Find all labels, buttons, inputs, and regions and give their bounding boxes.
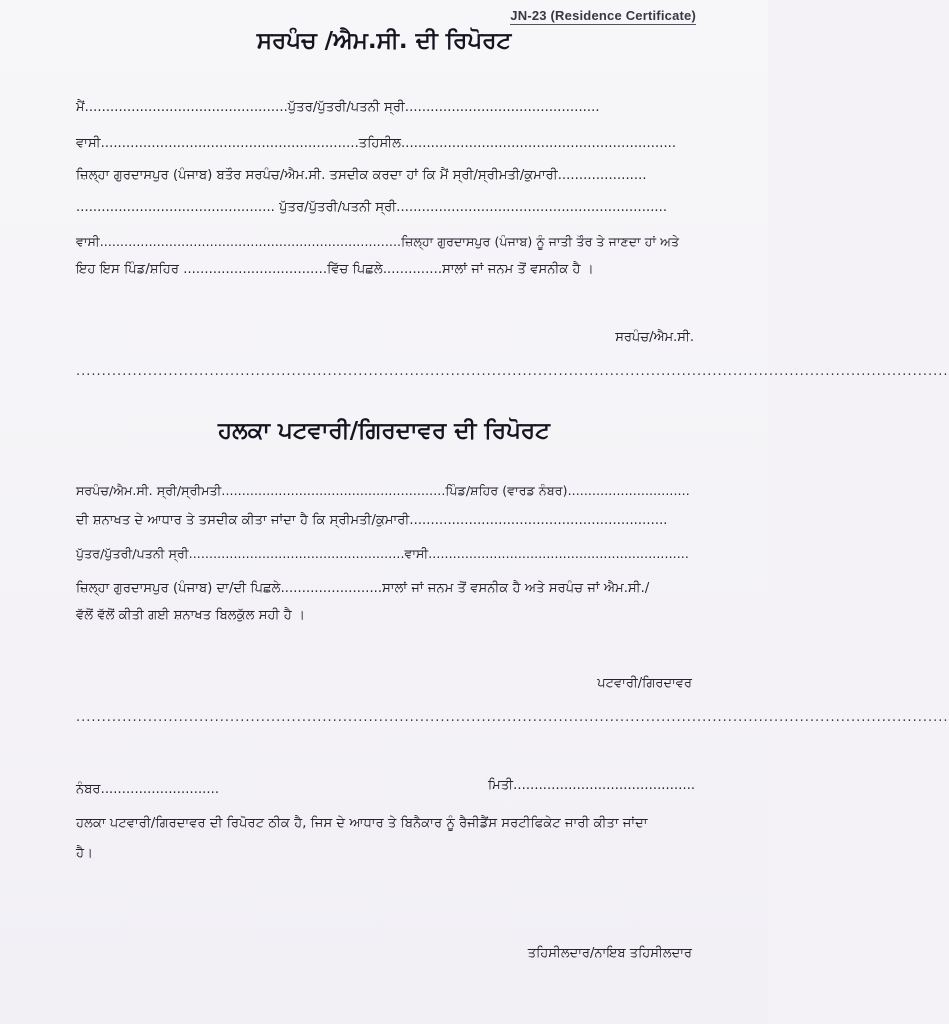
- section2-line-2: ਦੀ ਸ਼ਨਾਖਤ ਦੇ ਆਧਾਰ ਤੇ ਤਸਦੀਕ ਕੀਤਾ ਜਾਂਦਾ ਹੈ ਕਿ ਸ੍ਰੀਮਤੀ/ਕੁਮਾਰੀ.............................................................: [76, 513, 668, 528]
- section1-signature: ਸਰਪੰਚ/ਐਮ.ਸੀ.: [615, 330, 694, 345]
- section2-signature-dots: ..........................................................................................................................................................................: [76, 710, 949, 725]
- number-field: ਨੰਬਰ............................: [76, 782, 220, 797]
- section1-line-4: ............................................... ਪੁੱਤਰ/ਪੁੱਤਰੀ/ਪਤਨੀ ਸ੍ਰੀ................................................................: [76, 200, 668, 215]
- section1-line-6: ਇਹ ਇਸ ਪਿੰਡ/ਸ਼ਹਿਰ ..................................ਵਿੱਚ ਪਿਛਲੇ..............ਸਾਲਾਂ ਜਾਂ ਜਨਮ ਤੋਂ ਵਸਨੀਕ ਹੈ ।: [76, 262, 594, 277]
- section1-line-5: ਵਾਸੀ..........................................................................ਜ਼ਿਲ੍ਹਾ ਗੁਰਦਾਸਪੁਰ (ਪੰਜਾਬ) ਨੂੰ ਜਾਤੀ ਤੌਰ ਤੇ ਜਾਣਦਾ ਹਾਂ ਅਤੇ: [76, 234, 680, 249]
- section2-line-3: ਪੁੱਤਰ/ਪੁੱਤਰੀ/ਪਤਨੀ ਸ੍ਰੀ.....................................................ਵਾਸੀ................................................................: [76, 546, 689, 561]
- section3-line-1: ਹਲਕਾ ਪਟਵਾਰੀ/ਗਿਰਦਾਵਰ ਦੀ ਰਿਪੋਰਟ ਠੀਕ ਹੈ, ਜਿਸ ਦੇ ਆਧਾਰ ਤੇ ਬਿਨੈਕਾਰ ਨੂੰ ਰੈਜੀਡੈਂਸ ਸਰਟੀਫਿਕੇਟ ਜਾਰੀ ਕੀਤਾ ਜਾਂਦਾ: [76, 816, 648, 831]
- section1-line-2: ਵਾਸੀ.............................................................ਤਹਿਸੀਲ.................................................................: [76, 136, 677, 151]
- section2-line-1: ਸਰਪੰਚ/ਐਮ.ਸੀ. ਸ੍ਰੀ/ਸ੍ਰੀਮਤੀ.......................................................ਪਿੰਡ/ਸ਼ਹਿਰ (ਵਾਰਡ ਨੰਬਰ)..............................: [76, 483, 690, 498]
- section1-title: ਸਰਪੰਚ /ਐਮ.ਸੀ. ਦੀ ਰਿਪੋਰਟ: [256, 28, 512, 54]
- section1-line-3: ਜ਼ਿਲ੍ਹਾ ਗੁਰਦਾਸਪੁਰ (ਪੰਜਾਬ) ਬਤੌਰ ਸਰਪੰਚ/ਐਮ.ਸੀ. ਤਸਦੀਕ ਕਰਦਾ ਹਾਂ ਕਿ ਮੈਂ ਸ੍ਰੀ/ਸ੍ਰੀਮਤੀ/ਕੁਮਾਰੀ.....................: [76, 168, 647, 183]
- date-field: ਮਿਤੀ...........................................: [488, 778, 696, 793]
- section2-line-4: ਜ਼ਿਲ੍ਹਾ ਗੁਰਦਾਸਪੁਰ (ਪੰਜਾਬ) ਦਾ/ਦੀ ਪਿਛਲੇ........................ਸਾਲਾਂ ਜਾਂ ਜਨਮ ਤੋਂ ਵਸਨੀਕ ਹੈ ਅਤੇ ਸਰਪੰਚ ਜਾਂ ਐਮ.ਸੀ./: [76, 581, 650, 596]
- section1-signature-dots: ..........................................................................................................................................................................: [76, 364, 949, 379]
- section1-line-1: ਮੈਂ................................................ਪੁੱਤਰ/ਪੁੱਤਰੀ/ਪਤਨੀ ਸ੍ਰੀ..............................................: [76, 100, 600, 115]
- section2-line-5: ਵੱਲੋਂ ਵੱਲੋਂ ਕੀਤੀ ਗਈ ਸ਼ਨਾਖਤ ਬਿਲਕੁੱਲ ਸਹੀ ਹੈ ।: [76, 608, 305, 623]
- section3-line-2: ਹੈ।: [76, 846, 93, 861]
- section2-signature: ਪਟਵਾਰੀ/ਗਿਰਦਾਵਰ: [597, 676, 692, 691]
- section3-signature: ਤਹਿਸੀਲਦਾਰ/ਨਾਇਬ ਤਹਿਸੀਲਦਾਰ: [527, 946, 692, 961]
- form-code: JN-23 (Residence Certificate): [510, 8, 696, 23]
- section2-title: ਹਲਕਾ ਪਟਵਾਰੀ/ਗਿਰਦਾਵਰ ਦੀ ਰਿਪੋਰਟ: [218, 418, 550, 444]
